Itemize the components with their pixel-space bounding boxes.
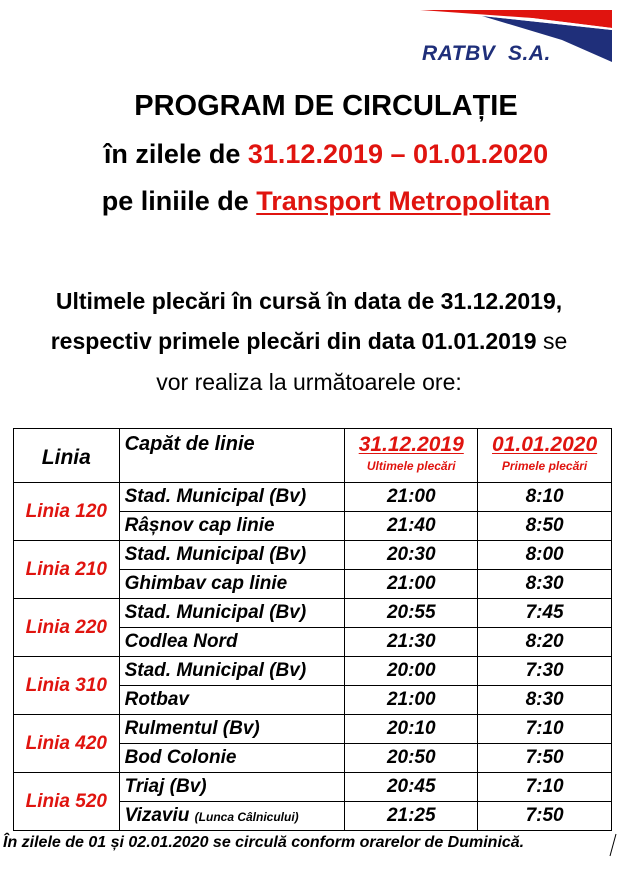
first-departure: 8:30 [478, 570, 612, 599]
terminus-cell [119, 512, 345, 541]
table-row [14, 483, 612, 512]
first-departure: 7:10 [478, 715, 612, 744]
terminus-cell [119, 599, 345, 628]
title-network-prefix: pe liniile de [101, 186, 257, 216]
terminus-name: Stad. Municipal (Bv) [124, 602, 307, 623]
terminus-name: Râșnov cap linie [124, 515, 275, 536]
terminus-cell [119, 715, 345, 744]
first-departure: 8:00 [478, 541, 612, 570]
terminus-name: Rotbav [124, 689, 190, 710]
header-date2-sub: Primele plecări [501, 459, 588, 473]
ratbv-logo [412, 6, 614, 68]
page-title: PROGRAM DE CIRCULAȚIE [134, 90, 518, 122]
terminus-cell [119, 628, 345, 657]
terminus-cell [119, 744, 345, 773]
intro-line-2-bold: respectiv primele plecări din data 01.01.2019 [50, 328, 537, 354]
intro-line-3: vor realiza la următoarele ore: [156, 369, 462, 395]
first-departure: 8:50 [478, 512, 612, 541]
terminus-cell [119, 802, 345, 831]
header-date1 [345, 429, 478, 483]
line-number: Linia 210 [14, 541, 120, 599]
terminus-name: Stad. Municipal (Bv) [124, 486, 307, 507]
terminus-name: Bod Colonie [124, 747, 237, 768]
last-departure: 21:00 [345, 686, 478, 715]
terminus-cell [119, 483, 345, 512]
last-departure: 20:55 [345, 599, 478, 628]
terminus-cell [119, 541, 345, 570]
terminus-note: (Lunca Câlnicului) [194, 810, 299, 824]
line-number: Linia 420 [14, 715, 120, 773]
line-number: Linia 220 [14, 599, 120, 657]
line-number: Linia 520 [14, 773, 120, 831]
header-date2-value: 01.01.2020 [492, 433, 598, 456]
table-row [14, 773, 612, 802]
terminus-name: Codlea Nord [124, 631, 238, 652]
header-date1-sub: Ultimele plecări [366, 459, 456, 473]
terminus-cell [119, 773, 345, 802]
header-date1-value: 31.12.2019 [358, 433, 464, 456]
last-departure: 20:45 [345, 773, 478, 802]
header-date2 [478, 429, 612, 483]
last-departure: 20:50 [345, 744, 478, 773]
logo-text: RATBV S.A. [422, 42, 551, 65]
first-departure: 8:30 [478, 686, 612, 715]
footer-note: În zilele de 01 și 02.01.2020 se circulă conform orarelor de Duminică. [3, 834, 525, 851]
terminus-name: Triaj (Bv) [124, 776, 207, 797]
line-number: Linia 120 [14, 483, 120, 541]
line-number: Linia 310 [14, 657, 120, 715]
first-departure: 7:50 [478, 802, 612, 831]
header-line: Linia [14, 429, 120, 483]
header-end: Capăt de linie [119, 429, 345, 483]
title-dates-line [0, 139, 618, 170]
table-row [14, 715, 612, 744]
terminus-cell [119, 657, 345, 686]
title-network: Transport Metropolitan [256, 186, 551, 216]
terminus-name: Stad. Municipal (Bv) [124, 660, 307, 681]
slash-mark-icon [608, 833, 618, 857]
intro-line-1: Ultimele plecări în cursă în data de 31.12.2019, [55, 288, 563, 314]
intro-line-2 [0, 328, 618, 355]
terminus-name: Stad. Municipal (Bv) [124, 544, 307, 565]
first-departure: 7:10 [478, 773, 612, 802]
table-header-row [14, 429, 612, 483]
terminus-cell [119, 570, 345, 599]
first-departure: 8:20 [478, 628, 612, 657]
table-row [14, 657, 612, 686]
title-dates: 31.12.2019 – 01.01.2020 [247, 139, 549, 169]
title-network-line [0, 186, 618, 217]
title-dates-prefix: în zilele de [103, 139, 248, 169]
intro-line-2-rest: se [536, 328, 568, 354]
first-departure: 7:30 [478, 657, 612, 686]
table-row [14, 541, 612, 570]
first-departure: 8:10 [478, 483, 612, 512]
terminus-cell [119, 686, 345, 715]
last-departure: 21:00 [345, 483, 478, 512]
terminus-name: Ghimbav cap linie [124, 573, 288, 594]
last-departure: 20:30 [345, 541, 478, 570]
terminus-name: Vizaviu [124, 805, 190, 826]
last-departure: 20:10 [345, 715, 478, 744]
last-departure: 21:30 [345, 628, 478, 657]
last-departure: 20:00 [345, 657, 478, 686]
last-departure: 21:40 [345, 512, 478, 541]
table-row [14, 599, 612, 628]
first-departure: 7:45 [478, 599, 612, 628]
last-departure: 21:25 [345, 802, 478, 831]
first-departure: 7:50 [478, 744, 612, 773]
schedule-table [13, 428, 612, 831]
terminus-name: Rulmentul (Bv) [124, 718, 260, 739]
last-departure: 21:00 [345, 570, 478, 599]
